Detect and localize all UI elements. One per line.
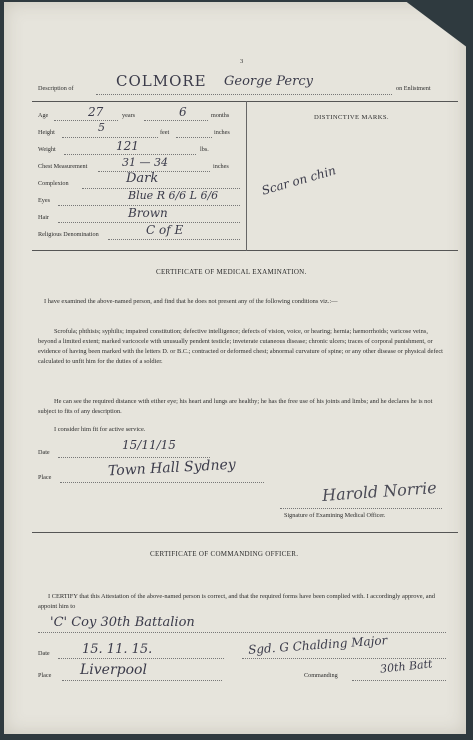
- inches-label: inches: [214, 129, 230, 136]
- section-divider: [32, 532, 458, 533]
- age-years-value: 27: [88, 105, 104, 119]
- description-dotted-line: [96, 94, 392, 95]
- commanding-para: I CERTIFY that this Attestation of the above-named person is correct, and that the required forms have been complied with. I accordingly approve, and appoint him to: [38, 593, 435, 610]
- medical-para-fitness: He can see the required distance with either eye; his heart and lungs are healthy; he has the free use of his joints and limbs; and he declares he is not subject to fits of any description.: [38, 398, 433, 415]
- age-label: Age: [38, 112, 49, 119]
- chest-label: Chest Measurement: [38, 163, 88, 170]
- years-label: years: [122, 112, 136, 119]
- appointment-value: 'C' Coy 30th Battalion: [50, 615, 195, 630]
- height-feet-value: 5: [98, 121, 105, 134]
- weight-label: Weight: [38, 146, 56, 153]
- box-top-rule: [32, 101, 458, 102]
- religion-label: Religious Denomination: [38, 231, 99, 238]
- commanding-unit-line: [352, 680, 446, 681]
- medical-date-value: 15/11/15: [122, 438, 176, 452]
- distinctive-marks-value: Scar on chin: [260, 163, 338, 198]
- chest-value: 31 — 34: [122, 156, 168, 169]
- commanding-date-label: Date: [38, 650, 50, 657]
- height-inches-line: [176, 137, 212, 138]
- given-name-handwritten: George Percy: [224, 74, 313, 89]
- commanding-place-label: Place: [38, 672, 52, 679]
- feet-label: feet: [160, 129, 170, 136]
- medical-certificate-heading: CERTIFICATE OF MEDICAL EXAMINATION.: [156, 268, 307, 276]
- page-number: 3: [240, 58, 244, 65]
- commanding-certificate-heading: CERTIFICATE OF COMMANDING OFFICER.: [150, 550, 299, 558]
- eyes-value: Blue R 6/6 L 6/6: [128, 189, 219, 202]
- commanding-label: Commanding: [304, 672, 338, 679]
- weight-line: [64, 154, 196, 155]
- medical-date-line: [58, 457, 210, 458]
- months-line: [144, 120, 208, 121]
- medical-para-fit: I consider him fit for active service.: [54, 426, 146, 433]
- height-feet-line: [62, 137, 158, 138]
- on-enlistment-label: on Enlistment: [396, 85, 431, 92]
- medical-para-conditions: Scrofula; phthisis; syphilis; impaired constitution; defective intelligence; defects of vision, voice, or hearing; hernia; hæmorrhoids; varicose veins, beyond a limited extent; marked varicocele with unusually pendent testicle; inveterate cutaneous disease; chronic ulcers; traces of corporal punishment, or evidence of having been marked with the letters D. or B.C.; contracted or deformed chest; abnormal curvature of spine; or any other disease or physical defect calculated to unfit him for the duties of a soldier.: [38, 328, 443, 365]
- box-divider: [246, 101, 247, 251]
- attestation-paper: [4, 2, 466, 734]
- medical-officer-signature: Harold Norrie: [321, 478, 438, 505]
- hair-value: Brown: [128, 206, 168, 220]
- distinctive-marks-heading: DISTINCTIVE MARKS.: [314, 114, 389, 121]
- commanding-place-line: [62, 680, 222, 681]
- commanding-unit-value: 30th Batt: [379, 657, 434, 676]
- eyes-label: Eyes: [38, 197, 51, 204]
- complexion-value: Dark: [126, 171, 159, 186]
- commanding-signature-value: Sgd. G Chalding Major: [247, 633, 388, 657]
- chest-inches-label: inches: [213, 163, 229, 170]
- commanding-date-line: [58, 658, 224, 659]
- complexion-label: Complexion: [38, 180, 69, 187]
- commanding-place-value: Liverpool: [80, 662, 147, 678]
- commanding-date-value: 15. 11. 15.: [82, 642, 153, 657]
- age-line: [54, 120, 118, 121]
- height-label: Height: [38, 129, 55, 136]
- signature-caption: Signature of Examining Medical Officer.: [284, 512, 386, 519]
- medical-place-line: [60, 482, 264, 483]
- medical-place-label: Place: [38, 474, 52, 481]
- box-bottom-rule: [32, 250, 458, 251]
- folded-corner: [404, 0, 468, 48]
- religion-value: C of E: [146, 223, 184, 237]
- surname-handwritten: COLMORE: [116, 72, 207, 90]
- description-label: Description of: [38, 85, 74, 92]
- hair-label: Hair: [38, 214, 49, 221]
- age-months-value: 6: [179, 105, 187, 119]
- signature-line: [280, 508, 442, 509]
- medical-para-1: I have examined the above-named person, and find that he does not present any of the following conditions viz.:—: [44, 298, 338, 305]
- lbs-label: lbs.: [200, 146, 209, 153]
- religion-line: [108, 239, 240, 240]
- medical-date-label: Date: [38, 449, 50, 456]
- months-label: months: [211, 112, 230, 119]
- medical-place-value: Town Hall Sydney: [107, 456, 237, 480]
- weight-value: 121: [116, 139, 139, 153]
